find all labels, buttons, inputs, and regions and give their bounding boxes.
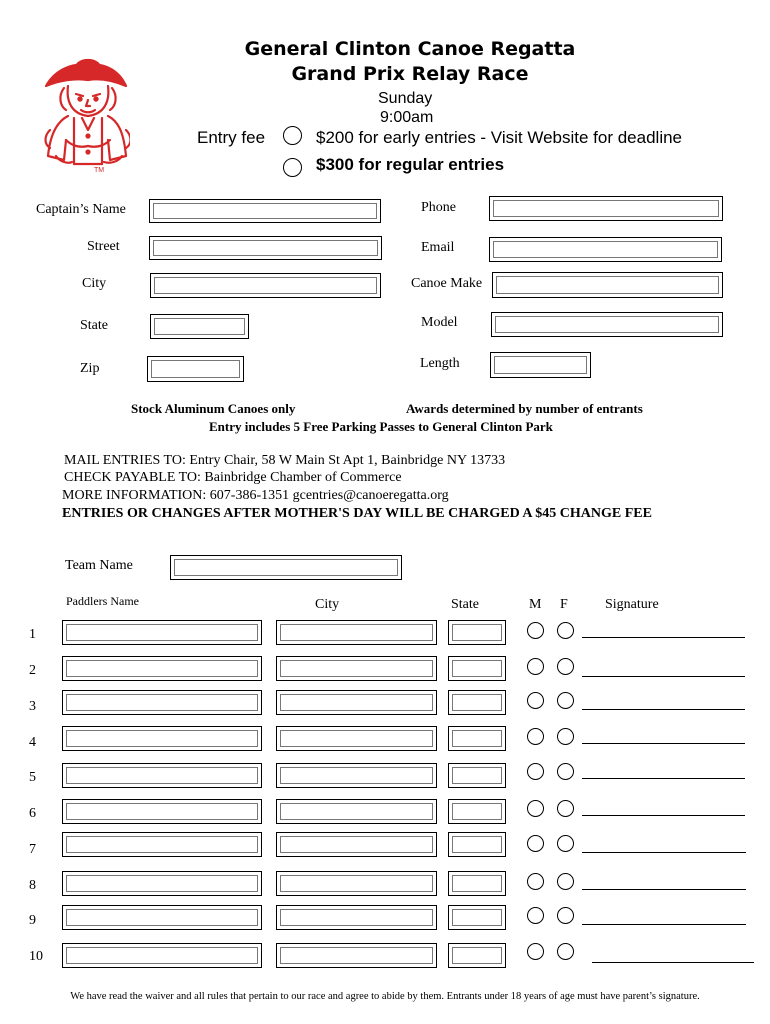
paddler-state-field[interactable] [448,799,506,824]
signature-line[interactable] [582,778,745,779]
paddler-state-field[interactable] [448,690,506,715]
female-radio[interactable] [557,800,574,817]
male-radio[interactable] [527,763,544,780]
signature-line[interactable] [582,924,746,925]
early-entry-radio[interactable] [283,126,302,145]
signature-line[interactable] [592,962,754,963]
early-entry-fee: $200 for early entries - Visit Website for deadline [316,128,683,147]
parking-note: Entry includes 5 Free Parking Passes to General Clinton Park [209,419,553,434]
male-radio[interactable] [527,692,544,709]
state-label: State [80,318,108,333]
male-radio[interactable] [527,873,544,890]
row-number: 1 [29,627,36,642]
zip-label: Zip [80,361,100,376]
paddlers-name-header: Paddlers Name [66,594,139,608]
entry-fee-label: Entry fee [197,128,266,147]
paddler-name-field[interactable] [62,871,262,896]
row-number: 10 [29,949,43,964]
signature-header: Signature [605,597,659,612]
paddler-name-field[interactable] [62,763,262,788]
paddler-name-field[interactable] [62,943,262,968]
male-radio[interactable] [527,658,544,675]
paddler-name-field[interactable] [62,656,262,681]
paddler-state-field[interactable] [448,620,506,645]
zip-field[interactable] [147,356,244,382]
change-fee-warning: ENTRIES OR CHANGES AFTER MOTHER'S DAY WILL BE CHARGED A $45 CHANGE FEE [62,506,652,521]
title-line-2: Grand Prix Relay Race [291,63,529,85]
female-radio[interactable] [557,658,574,675]
row-number: 5 [29,770,36,785]
team-name-field[interactable] [170,555,402,580]
male-radio[interactable] [527,835,544,852]
male-radio[interactable] [527,622,544,639]
length-label: Length [420,356,460,371]
waiver-statement: We have read the waiver and all rules that pertain to our race and agree to abide by them. Entrants under 18 years of age must have parent’s signature. [70,991,700,1002]
captains-name-label: Captain’s Name [36,202,126,217]
paddler-name-field[interactable] [62,832,262,857]
paddler-name-field[interactable] [62,905,262,930]
row-number: 3 [29,699,36,714]
paddler-city-field[interactable] [276,943,437,968]
email-field[interactable] [489,237,722,262]
email-label: Email [421,240,455,255]
female-radio[interactable] [557,835,574,852]
paddler-city-field[interactable] [276,656,437,681]
row-number: 9 [29,913,36,928]
row-number: 7 [29,842,36,857]
team-name-label: Team Name [65,558,133,573]
street-label: Street [87,239,120,254]
phone-label: Phone [421,200,456,215]
signature-line[interactable] [582,743,745,744]
female-radio[interactable] [557,943,574,960]
paddler-name-field[interactable] [62,799,262,824]
paddler-name-field[interactable] [62,726,262,751]
female-radio[interactable] [557,763,574,780]
model-label: Model [421,315,458,330]
paddler-state-field[interactable] [448,905,506,930]
phone-field[interactable] [489,196,723,221]
row-number: 4 [29,735,36,750]
paddler-city-field[interactable] [276,905,437,930]
city-field[interactable] [150,273,381,298]
male-radio[interactable] [527,907,544,924]
female-radio[interactable] [557,622,574,639]
signature-line[interactable] [582,852,746,853]
paddler-city-field[interactable] [276,763,437,788]
male-radio[interactable] [527,943,544,960]
regular-entry-fee: $300 for regular entries [316,155,505,174]
check-payable-info: CHECK PAYABLE TO: Bainbridge Chamber of Commerce [64,470,402,485]
female-header: F [560,597,568,612]
paddler-state-field[interactable] [448,943,506,968]
race-day: Sunday [378,90,433,107]
paddler-city-field[interactable] [276,690,437,715]
signature-line[interactable] [582,637,745,638]
awards-note: Awards determined by number of entrants [406,401,643,416]
more-information: MORE INFORMATION: 607-386-1351 gcentries@canoeregatta.org [62,488,449,503]
paddler-name-field[interactable] [62,620,262,645]
female-radio[interactable] [557,692,574,709]
svg-text:TM: TM [94,167,105,174]
state-field[interactable] [150,314,249,339]
regular-entry-radio[interactable] [283,158,302,177]
paddler-state-field[interactable] [448,763,506,788]
city-header: City [315,597,340,612]
row-number: 8 [29,878,36,893]
paddler-state-field[interactable] [448,832,506,857]
male-header: M [529,597,542,612]
paddler-city-field[interactable] [276,799,437,824]
female-radio[interactable] [557,728,574,745]
paddler-city-field[interactable] [276,871,437,896]
race-time: 9:00am [380,109,434,126]
mail-entries-info: MAIL ENTRIES TO: Entry Chair, 58 W Main St Apt 1, Bainbridge NY 13733 [64,453,506,468]
male-radio[interactable] [527,728,544,745]
title-line-1: General Clinton Canoe Regatta [244,38,576,60]
row-number: 2 [29,663,36,678]
city-label: City [82,276,107,291]
model-field[interactable] [491,312,723,337]
paddler-city-field[interactable] [276,620,437,645]
signature-line[interactable] [582,889,746,890]
canoe-make-field[interactable] [492,272,723,298]
state-header: State [451,597,479,612]
signature-line[interactable] [582,709,745,710]
female-radio[interactable] [557,907,574,924]
stock-canoes-note: Stock Aluminum Canoes only [131,401,296,416]
paddler-state-field[interactable] [448,726,506,751]
female-radio[interactable] [557,873,574,890]
canoe-make-label: Canoe Make [411,276,483,291]
paddler-state-field[interactable] [448,656,506,681]
paddler-city-field[interactable] [276,726,437,751]
captains-name-field[interactable] [149,199,381,223]
paddler-name-field[interactable] [62,690,262,715]
length-field[interactable] [490,352,591,378]
street-field[interactable] [149,236,382,260]
signature-line[interactable] [582,676,745,677]
male-radio[interactable] [527,800,544,817]
paddler-state-field[interactable] [448,871,506,896]
paddler-city-field[interactable] [276,832,437,857]
signature-line[interactable] [582,815,745,816]
row-number: 6 [29,806,36,821]
